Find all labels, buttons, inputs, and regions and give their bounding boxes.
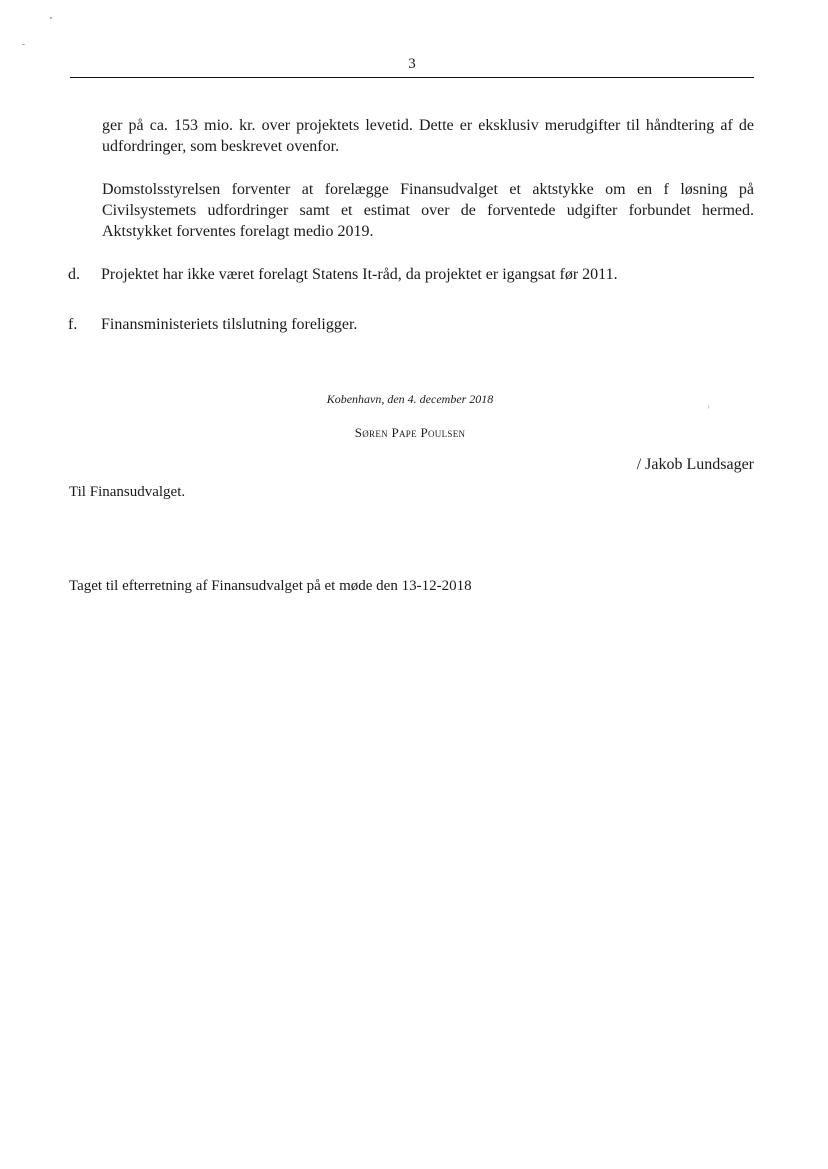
scan-speck: [22, 44, 25, 45]
list-item-text: Finansministeriets tilslutning foreligger.: [101, 316, 358, 333]
list-marker: f.: [68, 316, 78, 333]
minister-name: Søren Pape Poulsen: [354, 425, 466, 440]
scan-speck: [50, 17, 52, 19]
body-paragraph-2: Domstolsstyrelsen forventer at forelægge Finansudvalget et aktstykke om en f løsning på Civilsystemets udfordringer samt et estimat over de forventede udgifter forbundet hermed. Aktstykket forventes forelagt medio 2019.: [102, 181, 754, 240]
body-paragraph-1: ger på ca. 153 mio. kr. over projektets levetid. Dette er eksklusiv merudgifter til håndtering af de udfordringer, som beskrevet ovenfor.: [102, 117, 754, 155]
scan-speck: [708, 405, 709, 409]
addressee: Til Finansudvalget.: [69, 484, 186, 500]
place-and-date: Kobenhavn, den 4. december 2018: [326, 392, 494, 406]
signatory-name: / Jakob Lundsager: [636, 456, 754, 473]
list-marker: d.: [68, 266, 80, 283]
list-item-text: Projektet har ikke været forelagt Statens It-råd, da projektet er igangsat før 2011.: [101, 266, 618, 283]
committee-note: Taget til efterretning af Finansudvalget på et møde den 13-12-2018: [69, 578, 472, 594]
header-rule: [70, 77, 754, 78]
page-number: 3: [408, 56, 416, 72]
